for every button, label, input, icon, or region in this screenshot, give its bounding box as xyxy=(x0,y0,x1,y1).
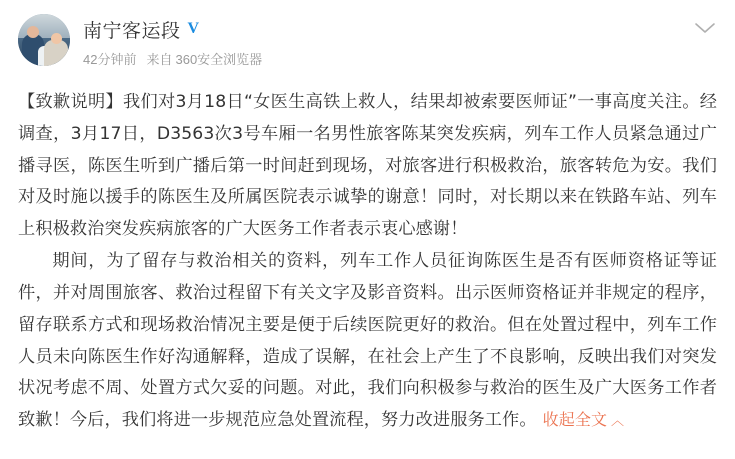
avatar[interactable] xyxy=(18,14,70,66)
post-paragraph-1: 【致歉说明】我们对3月18日“女医生高铁上救人，结果却被索要医师证”一事高度关注。经调查，3月17日，D3563次3号车厢一名男性旅客陈某突发疾病，列车工作人员紧急通过广播寻医，陈医生听到广播后第一时间赶到现场，对旅客进行积极救治，旅客转危为安。我们对及时施以援手的陈医生及所属医院表示诚挚的谢意！同时，对长期以来在铁路车站、列车上积极救治突发疾病旅客的广大医务工作者表示衷心感谢！ xyxy=(18,92,717,240)
post-paragraph-2-text: 期间，为了留存与救治相关的资料，列车工作人员征询陈医生是否有医师资格证等证件，并对周围旅客、救治过程留下有关文字及影音资料。出示医师资格证并非规定的程序，留存联系方式和现场救治情况主要是便于后续医院更好的救治。但在处置过程中，列车工作人员未向陈医生作好沟通解释，造成了误解，在社会上产生了不良影响，反映出我们对突发状况考虑不周、处置方式欠妥的问题。对此，我们向积极参与救治的医生及广大医务工作者致歉！今后，我们将进一步规范应急处置流程，努力改进服务工作。 xyxy=(18,251,717,431)
post-source-link[interactable]: 360安全浏览器 xyxy=(175,52,263,67)
chevron-up-icon[interactable]: ︿ xyxy=(611,414,625,430)
post-source-prefix: 来自 xyxy=(146,52,173,67)
post-timestamp: 42分钟前 xyxy=(83,52,137,67)
author-row xyxy=(83,16,717,42)
verified-badge-icon: V xyxy=(187,20,200,37)
author-name[interactable]: 南宁客运段 xyxy=(83,20,181,42)
post-header xyxy=(18,14,717,76)
avatar-person-left-head xyxy=(27,26,39,38)
avatar-background-sky xyxy=(18,14,70,38)
avatar-person-right-head xyxy=(51,33,62,44)
post-submeta xyxy=(83,49,717,68)
post-meta xyxy=(83,14,717,68)
post-content xyxy=(18,87,717,437)
chevron-down-icon[interactable] xyxy=(693,20,717,36)
post-paragraph-2 xyxy=(18,246,717,437)
collapse-full-text-link[interactable]: 收起全文 xyxy=(542,410,608,430)
